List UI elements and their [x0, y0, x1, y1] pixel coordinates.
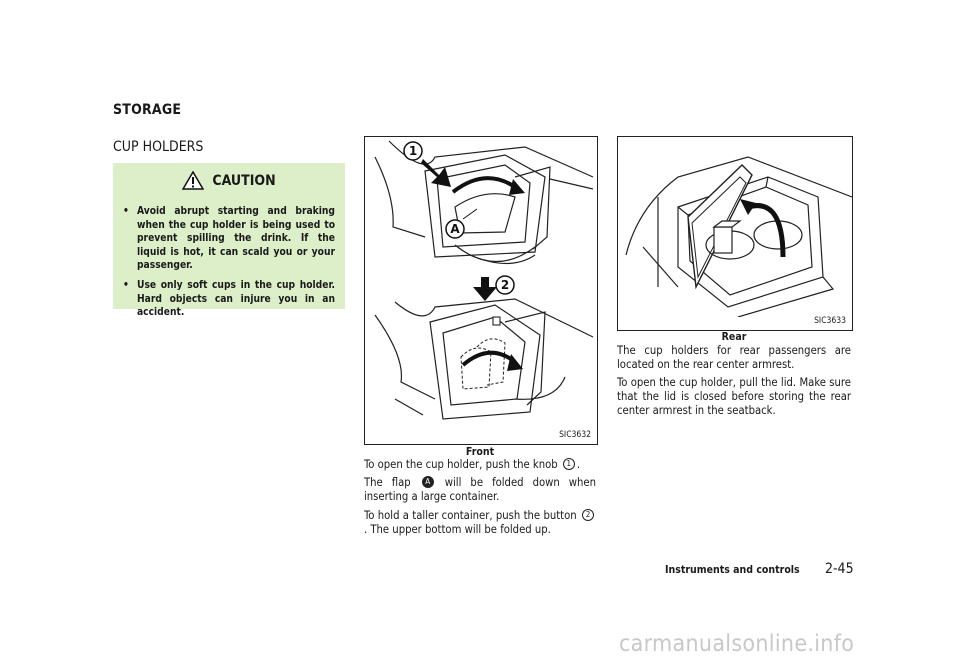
front-paragraph-3-start: To hold a taller container, push the button	[364, 509, 577, 522]
knob-1-marker: 1	[563, 458, 575, 470]
rear-cup-holder-illustration	[618, 137, 852, 317]
caution-item: • Avoid abrupt starting and braking when the cup holder is being used to prevent spilling the drink. If the liquid is hot, it can scald you or your passenger.	[123, 206, 335, 272]
warning-triangle-icon	[182, 171, 204, 190]
caution-header	[113, 171, 345, 190]
front-paragraph-3-end: . The upper bottom will be folded up.	[364, 522, 551, 536]
front-cup-holder-illustration	[365, 137, 597, 427]
caution-title: CAUTION	[212, 172, 276, 189]
rear-figure-caption: Rear	[721, 331, 747, 343]
front-paragraph-1-end: .	[576, 458, 581, 471]
caution-item-text: Avoid abrupt starting and braking when the cup holder is being used to prevent spilling the drink. If the liquid is hot, it can scald you or your passenger.	[137, 206, 335, 272]
caution-list	[123, 205, 335, 326]
callout-a-label: A	[450, 222, 460, 236]
subsection-title: CUP HOLDERS	[113, 139, 204, 155]
figure-code: SIC3632	[559, 430, 591, 440]
caution-item: • Use only soft cups in the cup holder. Hard objects can injure you in an accident.	[123, 279, 335, 319]
callout-1-label: 1	[408, 144, 418, 158]
page-number: 2-45	[825, 561, 854, 577]
footer-section-name: Instruments and controls	[665, 564, 800, 576]
front-figure-caption: Front	[465, 446, 495, 458]
front-paragraph-1	[364, 458, 596, 472]
front-paragraph-2-end: will be folded down when inserting a large container.	[364, 476, 596, 503]
caution-item-text: Use only soft cups in the cup holder. Hard objects can injure you in an accident.	[137, 279, 335, 319]
front-paragraph-2-start: The flap	[364, 476, 411, 489]
rear-cup-holder-figure	[617, 136, 853, 331]
front-cup-holder-figure	[364, 136, 598, 445]
rear-paragraph-2: To open the cup holder, pull the lid. Make sure that the lid is closed before storing the rear center armrest in the seatback.	[617, 376, 851, 417]
callout-2-label: 2	[500, 278, 510, 292]
flap-a-marker: A	[422, 476, 434, 488]
figure-code: SIC3633	[814, 316, 846, 326]
front-paragraph-2	[364, 476, 596, 504]
front-paragraph-3	[364, 509, 596, 537]
watermark: carmanualsonline.info	[619, 631, 855, 657]
button-2-marker: 2	[582, 509, 594, 521]
section-title: STORAGE	[113, 102, 182, 118]
rear-paragraph-1: The cup holders for rear passengers are located on the rear center armrest.	[617, 344, 851, 371]
caution-box	[113, 163, 345, 319]
front-paragraph-1-text: To open the cup holder, push the knob	[364, 458, 558, 471]
